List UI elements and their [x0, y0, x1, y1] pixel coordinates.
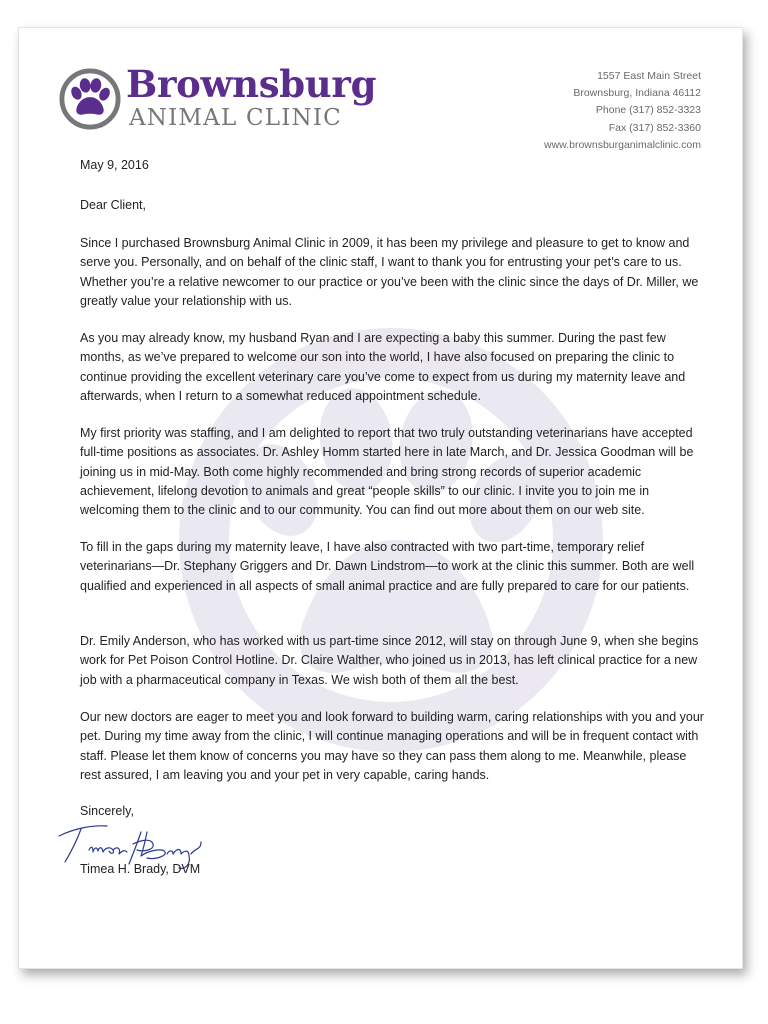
paw-logo-icon: [59, 68, 121, 130]
paragraph: To fill in the gaps during my maternity leave, I have also contracted with two part-time, temporary relief veterinarians—Dr. Stephany Griggers and Dr. Dawn Lindstrom—to work at the clinic this summer. Both are well qualified and experienced in all aspects of small animal practice and are fully prepared to care for our patients.: [80, 540, 695, 593]
letter-page: [18, 27, 743, 969]
city-state-zip: Brownsburg, Indiana 46112: [573, 87, 701, 100]
clinic-name: Brownsburg: [126, 62, 377, 106]
paragraph: Dr. Emily Anderson, who has worked with us part-time since 2012, will stay on through June 9, when she begins work for Pet Poison Control Hotline. Dr. Claire Walther, who joined us in 2013, has left clinical practice for a new job with a pharmaceutical company in Texas. We wish both of them all the best.: [80, 634, 699, 687]
salutation: Dear Client,: [80, 198, 146, 212]
website-link[interactable]: www.brownsburganimalclinic.com: [544, 138, 701, 151]
paragraph: As you may already know, my husband Ryan and I are expecting a baby this summer. During the past few months, as we’ve prepared to welcome our son into the world, I have also focused on preparing the clinic to continue providing the excellent veterinary care you’ve come to expect from us during my maternity leave and afterwards, when I return to a somewhat reduced appointment schedule.: [80, 331, 686, 403]
paragraph: My first priority was staffing, and I am delighted to report that two truly outstanding veterinarians have accepted full-time positions as associates. Dr. Ashley Homm started here in late March, and Dr. Jessica Goodman will be joining us in mid-May. Both come highly recommended and bring strong records of superior academic achievement, lifelong devotion to animals and great “people skills” to our clinic. I invite you to join me in welcoming them to the clinic and to our community. You can find out more about them on our web site.: [80, 426, 694, 518]
street-address: 1557 East Main Street: [597, 70, 701, 82]
clinic-subname: ANIMAL CLINIC: [129, 105, 342, 131]
phone-number: Phone (317) 852-3323: [595, 104, 701, 117]
clinic-logo: [59, 62, 389, 138]
fax-number: Fax (317) 852-3360: [608, 121, 701, 134]
paragraph: Since I purchased Brownsburg Animal Clinic in 2009, it has been my privilege and pleasure to get to know and serve you. Personally, and on behalf of the clinic staff, I want to thank you for entrusting your pet’s care to us. Whether you’re a relative newcomer to our practice or you’ve been with the clinic since the days of Dr. Miller, we greatly value your relationship with us.: [80, 236, 699, 308]
contact-block: [421, 68, 701, 154]
paragraph: Our new doctors are eager to meet you and look forward to building warm, caring relationships with you and your pet. During my time away from the clinic, I will continue managing operations and will be in frequent contact with staff. Please let them know of concerns you may have so they can pass them along to me. Meanwhile, please rest assured, I am leaving you and your pet in very capable, caring hands.: [80, 710, 704, 782]
signer-name: Timea H. Brady, DVM: [80, 862, 201, 876]
letter-date: May 9, 2016: [80, 158, 149, 172]
closing: Sincerely,: [80, 804, 134, 818]
